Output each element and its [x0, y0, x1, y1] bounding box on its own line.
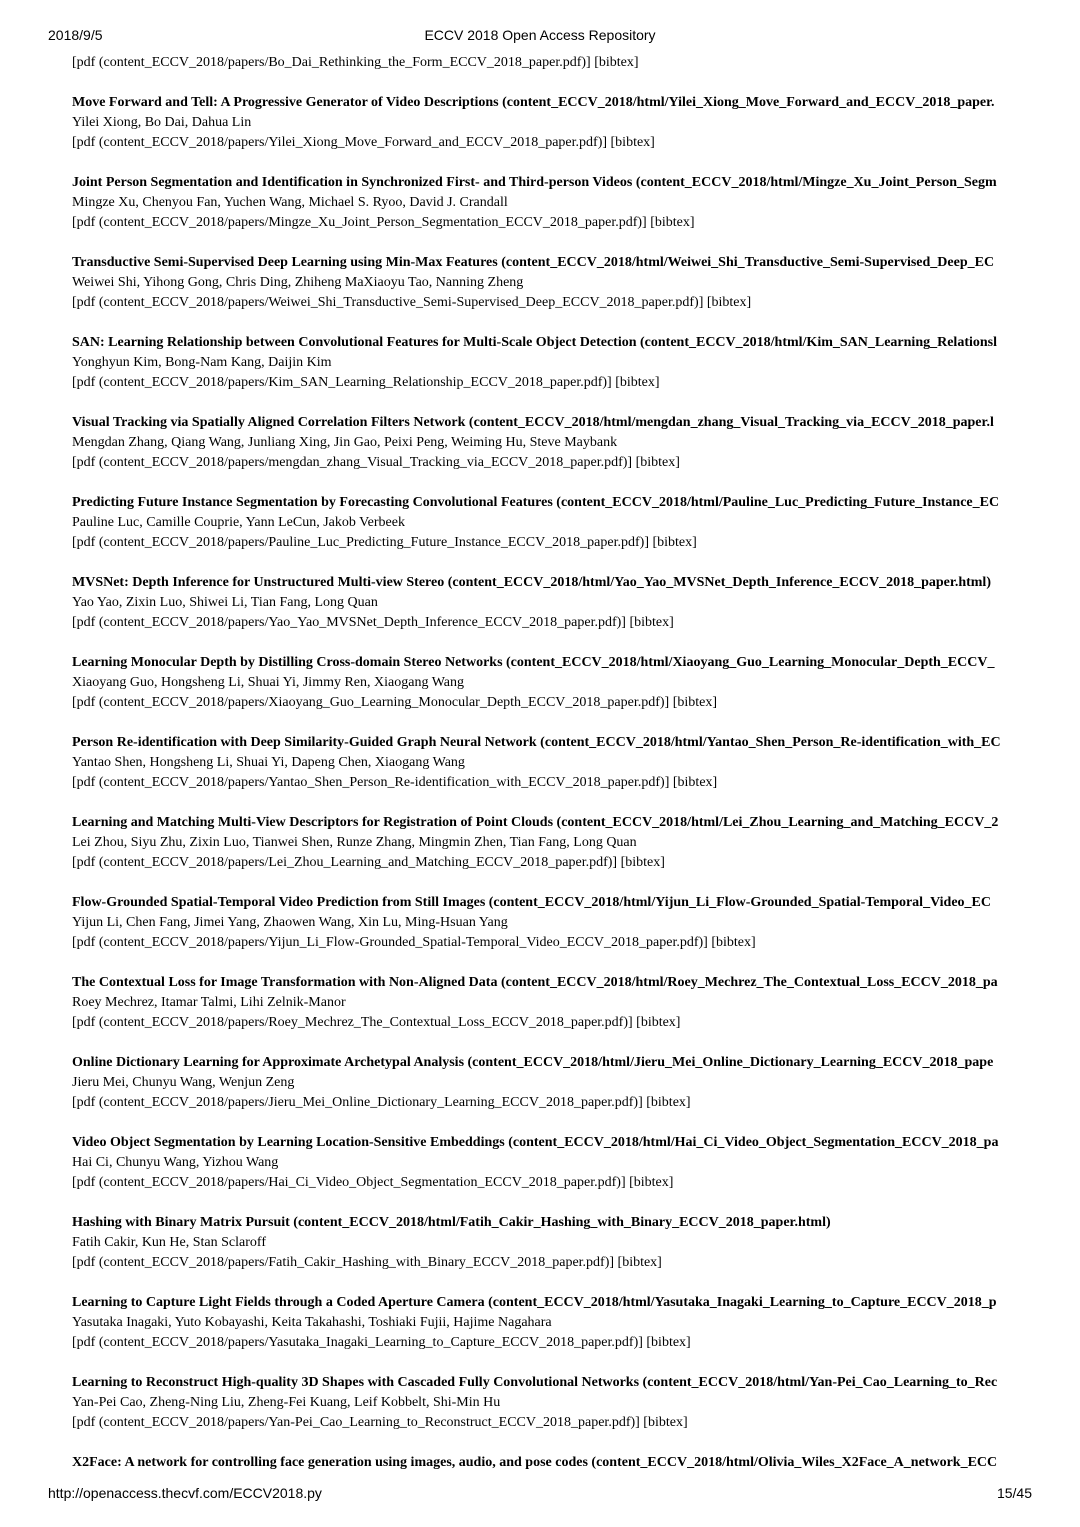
- paper-title[interactable]: Visual Tracking via Spatially Aligned Correlation Filters Network (content_ECCV_2018/html/mengdan_zhang_Visual_Tracking_via_ECCV_2018_paper.l: [72, 415, 994, 430]
- paper-authors: Mingze Xu, Chenyou Fan, Yuchen Wang, Michael S. Ryoo, David J. Crandall: [72, 195, 508, 210]
- paper-links[interactable]: [pdf (content_ECCV_2018/papers/Weiwei_Shi_Transductive_Semi-Supervised_Deep_ECCV_2018_paper.pdf)] [bibtex]: [72, 295, 752, 310]
- paper-authors: Yantao Shen, Hongsheng Li, Shuai Yi, Dapeng Chen, Xiaogang Wang: [72, 755, 465, 770]
- paper-entry: [72, 253, 1032, 313]
- paper-authors: Lei Zhou, Siyu Zhu, Zixin Luo, Tianwei Shen, Runze Zhang, Mingmin Zhen, Tian Fang, Long Quan: [72, 835, 637, 850]
- footer-url: http://openaccess.thecvf.com/ECCV2018.py: [48, 1485, 322, 1501]
- paper-links[interactable]: [pdf (content_ECCV_2018/papers/Yilei_Xiong_Move_Forward_and_ECCV_2018_paper.pdf)] [bibtex]: [72, 135, 655, 150]
- paper-authors: Hai Ci, Chunyu Wang, Yizhou Wang: [72, 1155, 279, 1170]
- header-date: 2018/9/5: [48, 27, 103, 43]
- paper-authors: Mengdan Zhang, Qiang Wang, Junliang Xing, Jin Gao, Peixi Peng, Weiming Hu, Steve Maybank: [72, 435, 618, 450]
- paper-entry: [72, 1053, 1032, 1113]
- paper-title[interactable]: Transductive Semi-Supervised Deep Learning using Min-Max Features (content_ECCV_2018/html/Weiwei_Shi_Transductive_Semi-Supervised_Deep_EC: [72, 255, 995, 270]
- paper-authors: Yonghyun Kim, Bong-Nam Kang, Daijin Kim: [72, 355, 332, 370]
- paper-links[interactable]: [pdf (content_ECCV_2018/papers/Roey_Mechrez_The_Contextual_Loss_ECCV_2018_paper.pdf)] [bibtex]: [72, 1015, 681, 1030]
- paper-title[interactable]: Learning Monocular Depth by Distilling Cross-domain Stereo Networks (content_ECCV_2018/html/Xiaoyang_Guo_Learning_Monocular_Depth_ECCV_: [72, 655, 995, 670]
- paper-links[interactable]: [pdf (content_ECCV_2018/papers/Fatih_Cakir_Hashing_with_Binary_ECCV_2018_paper.pdf)] [bibtex]: [72, 1255, 662, 1270]
- header-title: ECCV 2018 Open Access Repository: [424, 27, 656, 43]
- paper-authors: Jieru Mei, Chunyu Wang, Wenjun Zeng: [72, 1075, 295, 1090]
- paper-links[interactable]: [pdf (content_ECCV_2018/papers/Yan-Pei_Cao_Learning_to_Reconstruct_ECCV_2018_paper.pdf)] [bibtex]: [72, 1415, 688, 1430]
- paper-authors: Yasutaka Inagaki, Yuto Kobayashi, Keita Takahashi, Toshiaki Fujii, Hajime Nagahara: [72, 1315, 552, 1330]
- paper-authors: Xiaoyang Guo, Hongsheng Li, Shuai Yi, Jimmy Ren, Xiaogang Wang: [72, 675, 464, 690]
- paper-authors: Fatih Cakir, Kun He, Stan Sclaroff: [72, 1235, 266, 1250]
- paper-entry: [72, 653, 1032, 713]
- paper-authors: Yilei Xiong, Bo Dai, Dahua Lin: [72, 115, 252, 130]
- paper-title[interactable]: Joint Person Segmentation and Identification in Synchronized First- and Third-person Videos (content_ECCV_2018/html/Mingze_Xu_Joint_Person_Segm: [72, 175, 997, 190]
- paper-title[interactable]: The Contextual Loss for Image Transformation with Non-Aligned Data (content_ECCV_2018/html/Roey_Mechrez_The_Contextual_Loss_ECCV_2018_pa: [72, 975, 998, 990]
- paper-links[interactable]: [pdf (content_ECCV_2018/papers/Yao_Yao_MVSNet_Depth_Inference_ECCV_2018_paper.pdf)] [bibtex]: [72, 615, 674, 630]
- paper-title[interactable]: SAN: Learning Relationship between Convolutional Features for Multi-Scale Object Detection (content_ECCV_2018/html/Kim_SAN_Learning_Relationsl: [72, 335, 997, 350]
- paper-title[interactable]: Move Forward and Tell: A Progressive Generator of Video Descriptions (content_ECCV_2018/html/Yilei_Xiong_Move_Forward_and_ECCV_2018_paper.: [72, 95, 995, 110]
- paper-entry: [72, 333, 1032, 393]
- paper-authors: Yao Yao, Zixin Luo, Shiwei Li, Tian Fang, Long Quan: [72, 595, 378, 610]
- paper-title[interactable]: Video Object Segmentation by Learning Location-Sensitive Embeddings (content_ECCV_2018/html/Hai_Ci_Video_Object_Segmentation_ECCV_2018_pa: [72, 1135, 999, 1150]
- paper-entry: [72, 733, 1032, 793]
- paper-title[interactable]: Hashing with Binary Matrix Pursuit (content_ECCV_2018/html/Fatih_Cakir_Hashing_with_Binary_ECCV_2018_paper.html): [72, 1215, 831, 1230]
- paper-links[interactable]: [pdf (content_ECCV_2018/papers/Hai_Ci_Video_Object_Segmentation_ECCV_2018_paper.pdf)] [bibtex]: [72, 1175, 674, 1190]
- paper-entry: [72, 493, 1032, 553]
- paper-authors: Weiwei Shi, Yihong Gong, Chris Ding, Zhiheng MaXiaoyu Tao, Nanning Zheng: [72, 275, 524, 290]
- last-entry-title[interactable]: X2Face: A network for controlling face generation using images, audio, and pose codes (content_ECCV_2018/html/Olivia_Wiles_X2Face_A_network_ECC: [72, 1455, 998, 1470]
- paper-entry: [72, 1133, 1032, 1193]
- paper-entry: [72, 1373, 1032, 1433]
- paper-links[interactable]: [pdf (content_ECCV_2018/papers/Lei_Zhou_Learning_and_Matching_ECCV_2018_paper.pdf)] [bibtex]: [72, 855, 665, 870]
- paper-entry: [72, 813, 1032, 873]
- paper-entry: [72, 413, 1032, 473]
- paper-entry: [72, 893, 1032, 953]
- paper-authors: Roey Mechrez, Itamar Talmi, Lihi Zelnik-Manor: [72, 995, 346, 1010]
- paper-entry: [72, 173, 1032, 233]
- paper-authors: Yijun Li, Chen Fang, Jimei Yang, Zhaowen Wang, Xin Lu, Ming-Hsuan Yang: [72, 915, 508, 930]
- paper-links[interactable]: [pdf (content_ECCV_2018/papers/Kim_SAN_Learning_Relationship_ECCV_2018_paper.pdf)] [bibtex]: [72, 375, 660, 390]
- paper-links[interactable]: [pdf (content_ECCV_2018/papers/Pauline_Luc_Predicting_Future_Instance_ECCV_2018_paper.pdf)] [bibtex]: [72, 535, 697, 550]
- paper-links[interactable]: [pdf (content_ECCV_2018/papers/Yijun_Li_Flow-Grounded_Spatial-Temporal_Video_ECCV_2018_paper.pdf)] [bibtex]: [72, 935, 756, 950]
- paper-entry: [72, 1293, 1032, 1353]
- paper-title[interactable]: Predicting Future Instance Segmentation by Forecasting Convolutional Features (content_ECCV_2018/html/Pauline_Luc_Predicting_Future_Instance_EC: [72, 495, 1000, 510]
- paper-authors: Pauline Luc, Camille Couprie, Yann LeCun, Jakob Verbeek: [72, 515, 405, 530]
- paper-links[interactable]: [pdf (content_ECCV_2018/papers/Mingze_Xu_Joint_Person_Segmentation_ECCV_2018_paper.pdf)] [bibtex]: [72, 215, 695, 230]
- paper-entry: [72, 973, 1032, 1033]
- paper-title[interactable]: Person Re-identification with Deep Similarity-Guided Graph Neural Network (content_ECCV_2018/html/Yantao_Shen_Person_Re-identification_with_EC: [72, 735, 1001, 750]
- paper-links[interactable]: [pdf (content_ECCV_2018/papers/Jieru_Mei_Online_Dictionary_Learning_ECCV_2018_paper.pdf)] [bibtex]: [72, 1095, 691, 1110]
- paper-title[interactable]: Flow-Grounded Spatial-Temporal Video Prediction from Still Images (content_ECCV_2018/html/Yijun_Li_Flow-Grounded_Spatial-Temporal_Video_EC: [72, 895, 991, 910]
- paper-links[interactable]: [pdf (content_ECCV_2018/papers/Xiaoyang_Guo_Learning_Monocular_Depth_ECCV_2018_paper.pdf)] [bibtex]: [72, 695, 718, 710]
- paper-links[interactable]: [pdf (content_ECCV_2018/papers/mengdan_zhang_Visual_Tracking_via_ECCV_2018_paper.pdf)] [bibtex]: [72, 455, 680, 470]
- paper-links[interactable]: [pdf (content_ECCV_2018/papers/Yasutaka_Inagaki_Learning_to_Capture_ECCV_2018_paper.pdf)] [bibtex]: [72, 1335, 691, 1350]
- paper-title[interactable]: Online Dictionary Learning for Approximate Archetypal Analysis (content_ECCV_2018/html/Jieru_Mei_Online_Dictionary_Learning_ECCV_2018_pape: [72, 1055, 994, 1070]
- paper-title[interactable]: MVSNet: Depth Inference for Unstructured Multi-view Stereo (content_ECCV_2018/html/Yao_Yao_MVSNet_Depth_Inference_ECCV_2018_paper.html): [72, 575, 991, 590]
- footer-page-number: 15/45: [996, 1485, 1032, 1501]
- paper-title[interactable]: Learning and Matching Multi-View Descriptors for Registration of Point Clouds (content_ECCV_2018/html/Lei_Zhou_Learning_and_Matching_ECCV_2: [72, 815, 999, 830]
- paper-title[interactable]: Learning to Reconstruct High-quality 3D Shapes with Cascaded Fully Convolutional Networks (content_ECCV_2018/html/Yan-Pei_Cao_Learning_to_Rec: [72, 1375, 998, 1390]
- paper-links[interactable]: [pdf (content_ECCV_2018/papers/Yantao_Shen_Person_Re-identification_with_ECCV_2018_paper.pdf)] [bibtex]: [72, 775, 718, 790]
- paper-entry: [72, 573, 1032, 633]
- paper-authors: Yan-Pei Cao, Zheng-Ning Liu, Zheng-Fei Kuang, Leif Kobbelt, Shi-Min Hu: [72, 1395, 501, 1410]
- first-entry-links[interactable]: [pdf (content_ECCV_2018/papers/Bo_Dai_Rethinking_the_Form_ECCV_2018_paper.pdf)] [bibtex]: [72, 55, 639, 70]
- paper-entry: [72, 1213, 1032, 1273]
- paper-entry: [72, 93, 1032, 153]
- paper-list: [72, 53, 1032, 1473]
- paper-title[interactable]: Learning to Capture Light Fields through a Coded Aperture Camera (content_ECCV_2018/html/Yasutaka_Inagaki_Learning_to_Capture_ECCV_2018_p: [72, 1295, 997, 1310]
